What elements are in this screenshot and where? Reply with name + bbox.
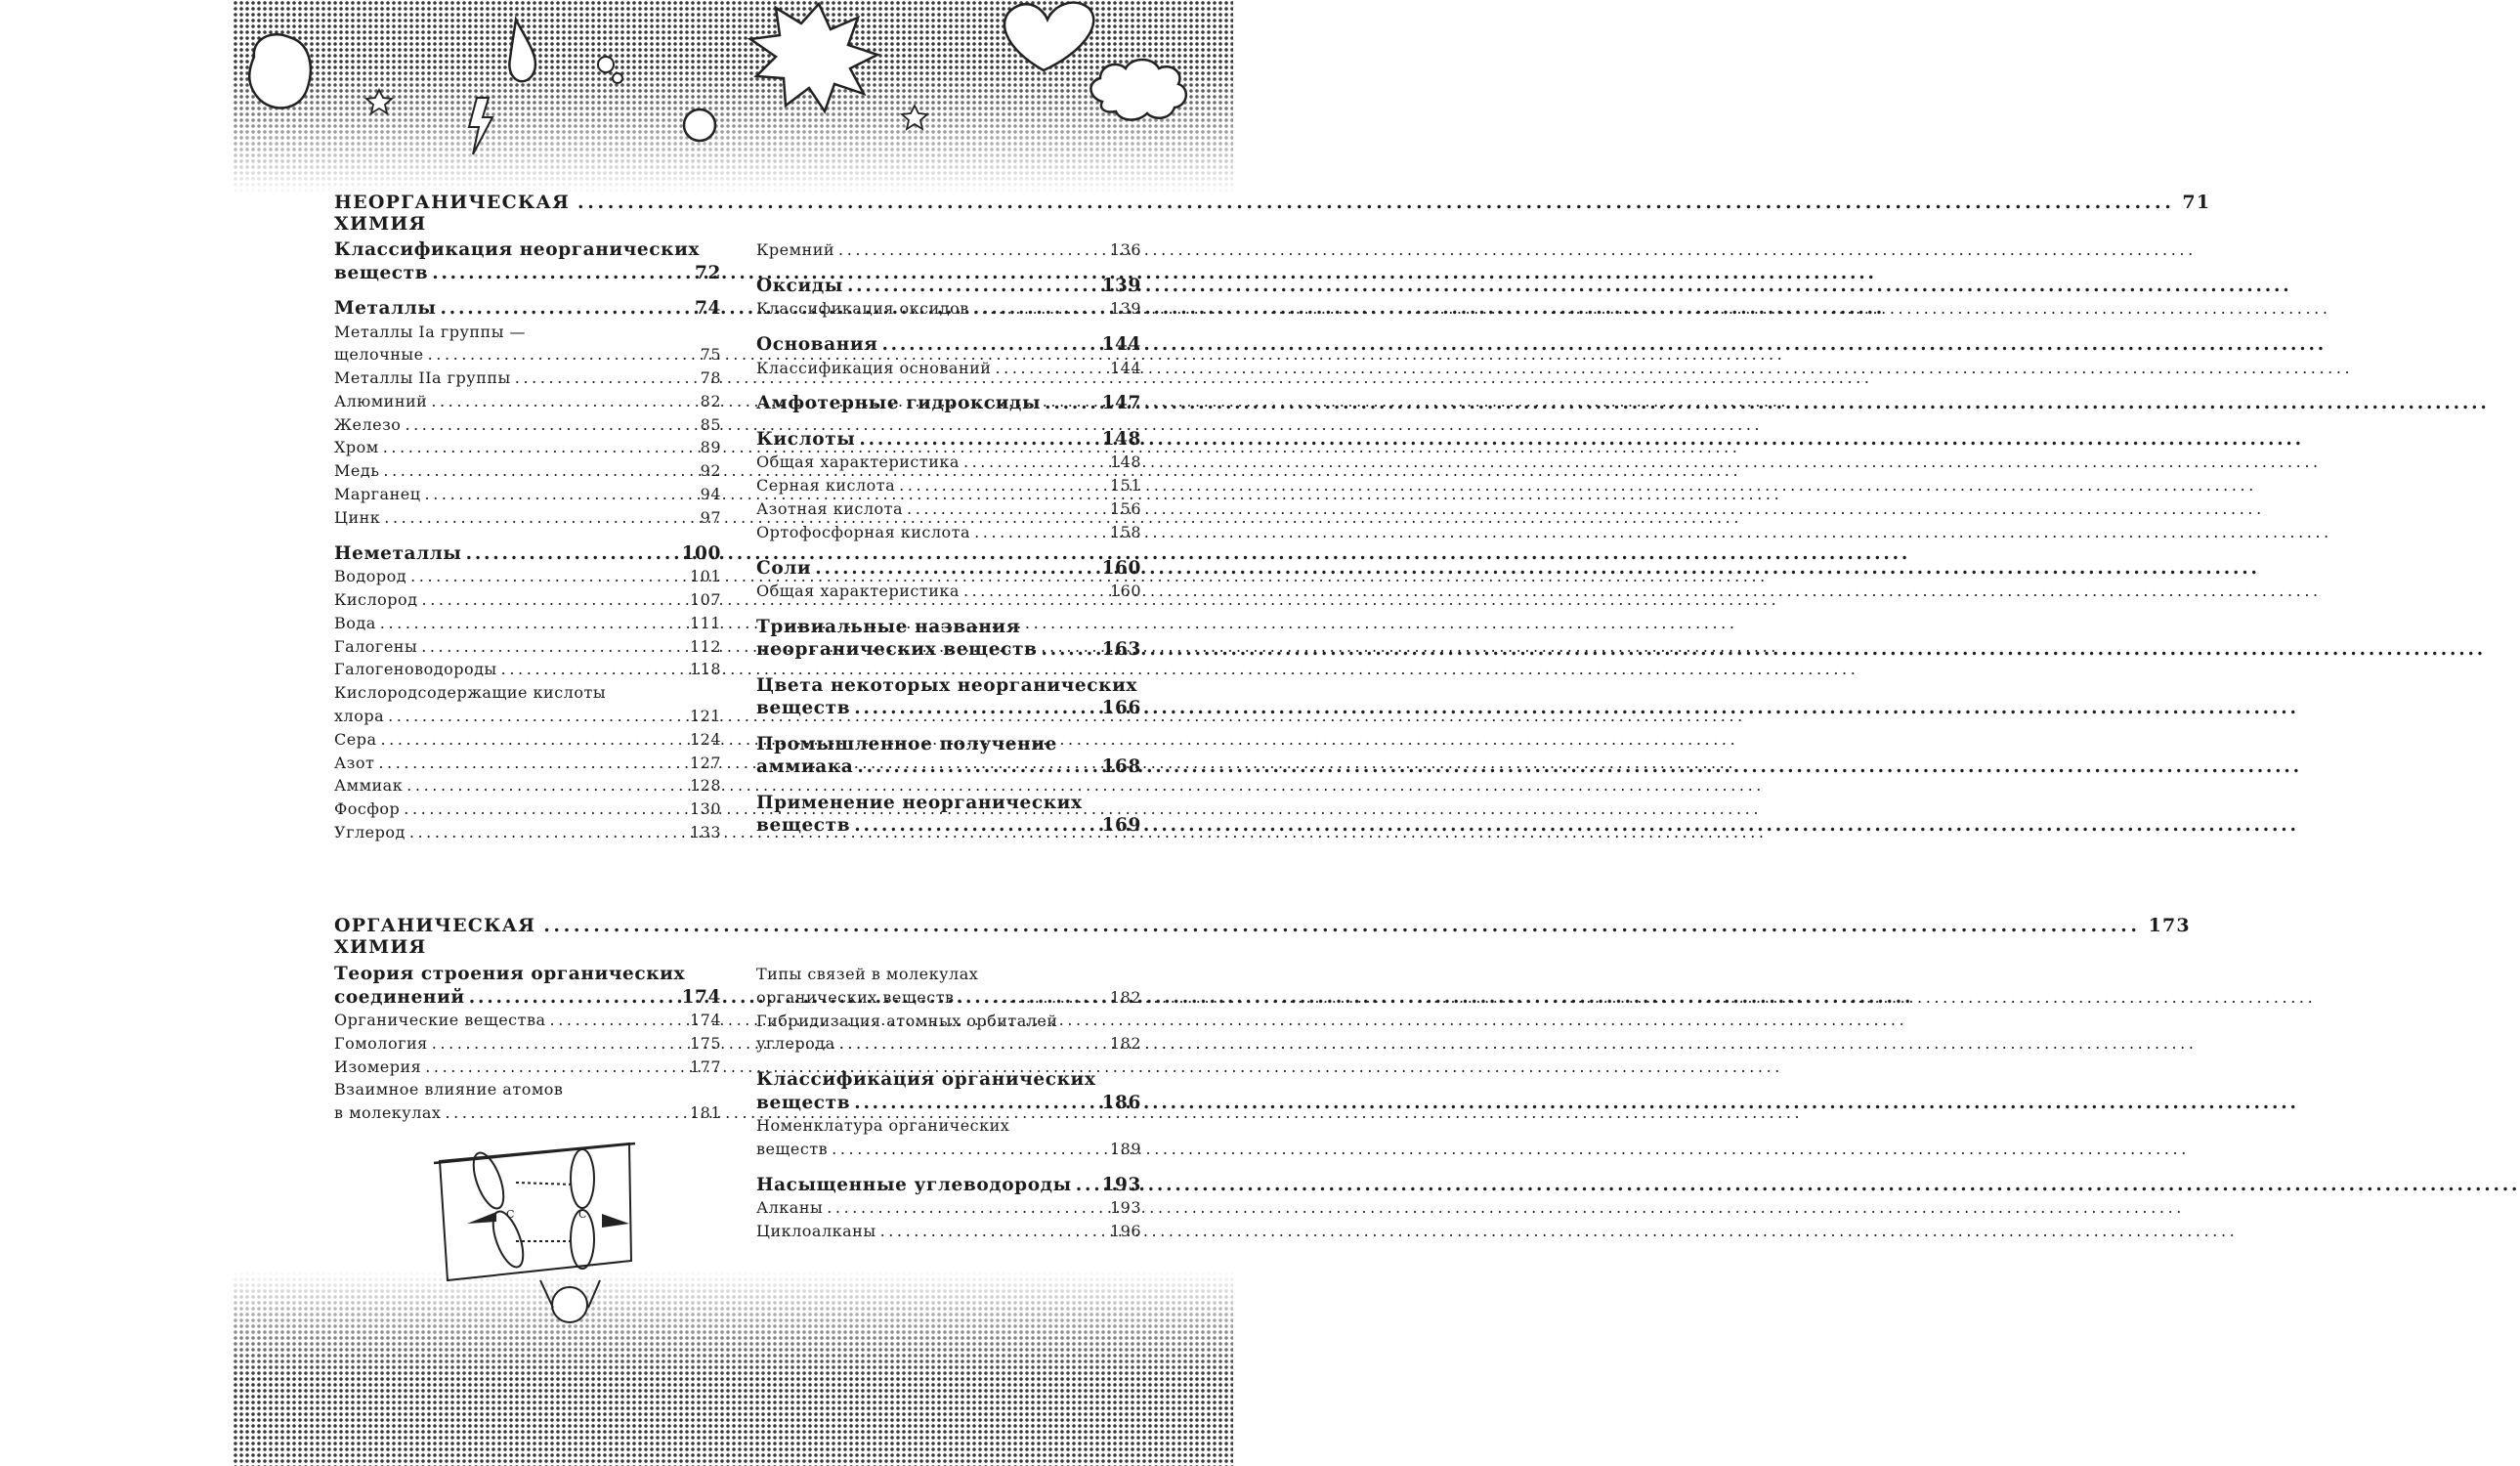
toc-entry-oxygen[interactable]: [334, 588, 721, 612]
toc-entry-label: Вода: [334, 613, 376, 632]
toc-entry-phosphoric-acid[interactable]: [756, 521, 1141, 544]
toc-entry-page: 100: [681, 542, 721, 564]
toc-entry-label: Промышленное получение: [756, 733, 1057, 755]
toc-entry-label: Водород: [334, 567, 407, 586]
toc-entry-page: 148: [1109, 453, 1141, 472]
toc-entry-bases[interactable]: [756, 333, 1141, 357]
toc-entry-label: Азот: [334, 753, 375, 772]
toc-entry-label: веществ: [756, 815, 851, 837]
toc-entry-page: 158: [1109, 522, 1141, 541]
toc-entry-page: 144: [1101, 334, 1141, 356]
toc-entry-page: 189: [1109, 1139, 1141, 1158]
toc-entry-page: 182: [1109, 1034, 1141, 1054]
toc-entry-page: 148: [1101, 428, 1141, 450]
toc-entry-page: 121: [689, 706, 721, 725]
toc-entry-label: Кислород: [334, 589, 418, 609]
toc-entry-page: 92: [700, 461, 721, 481]
toc-entry-page: 127: [689, 753, 721, 772]
toc-entry-bond-types[interactable]: [756, 963, 1141, 1010]
toc-entry-organic-substances[interactable]: [334, 1009, 721, 1032]
section-leader: [574, 192, 2178, 213]
toc-entry-page: 128: [689, 776, 721, 796]
toc-entry-ammonia[interactable]: [334, 774, 721, 798]
toc-entry-carbon[interactable]: [334, 821, 721, 844]
toc-entry-acids-general[interactable]: [756, 451, 1141, 474]
toc-entry-ammonia-industry[interactable]: [756, 733, 1141, 779]
toc-entry-page: 174: [689, 1011, 721, 1029]
toc-entry-label: углерода: [756, 1034, 835, 1054]
toc-entry-label: Органические вещества: [334, 1011, 546, 1029]
toc-entry-label: Галогеноводороды: [334, 660, 497, 679]
toc-entry-label: Оксиды: [756, 275, 843, 296]
toc-entry-metals-2a[interactable]: [334, 366, 721, 390]
toc-entry-page: 151: [1109, 476, 1141, 496]
toc-entry-label: хлора: [334, 706, 385, 725]
toc-entry-page: 75: [700, 345, 721, 365]
toc-entry-label: Металлы: [334, 298, 437, 319]
toc-entry-page: 196: [1109, 1222, 1141, 1241]
toc-entry-nomenclature[interactable]: [756, 1114, 1141, 1161]
toc-entry-label: в молекулах: [334, 1103, 442, 1123]
toc-entry-page: 139: [1109, 299, 1141, 319]
toc-entry-saturated-hydrocarbons[interactable]: [756, 1174, 1141, 1197]
toc-entry-page: 94: [700, 485, 721, 504]
toc-entry-isomerism[interactable]: [334, 1056, 721, 1079]
toc-entry-label: Циклоалканы: [756, 1222, 876, 1241]
atom-label: C: [506, 1208, 515, 1221]
toc-entry-label: Алюминий: [334, 391, 428, 410]
toc-entry-trivial-names[interactable]: [756, 616, 1141, 662]
toc-column-inorganic-left: [334, 238, 721, 844]
toc-entry-label: Применение неорганических: [756, 792, 1083, 813]
toc-entry-phosphorus[interactable]: [334, 798, 721, 821]
toc-column-organic-left: [334, 963, 721, 1125]
toc-entry-page: 74: [695, 298, 721, 319]
toc-entry-theory[interactable]: [334, 963, 721, 1009]
boy-with-poster-illustration: [428, 1134, 643, 1319]
toc-entry-water[interactable]: [334, 612, 721, 635]
toc-entry-page: 144: [1109, 358, 1141, 377]
toc-entry-sulfur[interactable]: [334, 728, 721, 752]
toc-entry-page: 160: [1109, 582, 1141, 601]
toc-entry-label: Кислоты: [756, 428, 856, 450]
toc-entry-page: 163: [1101, 639, 1141, 661]
toc-entry-label: Металлы IIa группы: [334, 368, 511, 388]
blob-icon: [249, 34, 311, 108]
toc-entry-label: Амфотерные гидроксиды: [756, 393, 1042, 414]
toc-entry-label: Металлы Ia группы —: [334, 322, 527, 341]
toc-column-organic-right: [756, 963, 1141, 1243]
section-leader: [539, 915, 2144, 936]
section-page: 173: [2148, 915, 2191, 936]
toc-entry-page: 101: [689, 567, 721, 586]
toc-entry-page: 82: [700, 391, 721, 410]
toc-entry-page: 160: [1101, 557, 1141, 579]
toc-entry-label: Классификация оксидов: [756, 299, 969, 319]
toc-entry-page: 193: [1109, 1198, 1141, 1218]
toc-entry-label: Галогены: [334, 636, 418, 656]
toc-entry-chromium[interactable]: [334, 436, 721, 459]
toc-entry-amphoteric[interactable]: [756, 392, 1141, 415]
toc-entry-metals-1a[interactable]: [334, 321, 721, 367]
toc-entry-alkanes[interactable]: [756, 1196, 1141, 1220]
toc-entry-aluminium[interactable]: [334, 390, 721, 413]
toc-entry-label: Аммиак: [334, 776, 404, 796]
toc-entry-label: веществ: [756, 1139, 829, 1158]
toc-entry-page: 130: [689, 799, 721, 819]
toc-entry-label: Хром: [334, 438, 379, 457]
toc-entry-cycloalkanes[interactable]: [756, 1220, 1141, 1243]
bubble-icon: [613, 73, 622, 83]
toc-entry-homology[interactable]: [334, 1032, 721, 1056]
toc-entry-page: 97: [700, 507, 721, 527]
toc-entry-label: Кремний: [756, 240, 835, 259]
burst-icon: [750, 4, 877, 111]
toc-entry-classification[interactable]: [334, 238, 721, 284]
toc-entry-nitrogen[interactable]: [334, 752, 721, 775]
bubble-icon: [598, 57, 614, 72]
toc-entry-iron[interactable]: [334, 413, 721, 437]
toc-entry-label: Теория строения органических: [334, 964, 686, 984]
section-title-organic: [334, 915, 2191, 958]
toc-entry-label: Основания: [756, 334, 878, 356]
halftone-footer-pattern: [233, 1271, 1233, 1466]
toc-entry-page: 166: [1101, 698, 1141, 719]
toc-entry-page: 118: [689, 660, 721, 679]
toc-entry-label: щелочные: [334, 345, 424, 365]
toc-entry-label: Соли: [756, 557, 812, 579]
toc-entry-zinc[interactable]: [334, 506, 721, 530]
section-title-label: НЕОРГАНИЧЕСКАЯ ХИМИЯ: [334, 192, 571, 235]
toc-entry-page: 168: [1101, 756, 1141, 778]
toc-entry-label: веществ: [756, 1092, 851, 1113]
toc-entry-mutual-influence[interactable]: [334, 1078, 721, 1125]
book-page: [233, 0, 2211, 1466]
toc-entry-page: 181: [689, 1103, 721, 1123]
toc-entry-salts-general[interactable]: [756, 580, 1141, 603]
toc-column-inorganic-right: [756, 238, 1141, 838]
toc-entry-page: 139: [1101, 275, 1141, 296]
toc-entry-label: веществ: [756, 698, 851, 719]
cloud-icon: [1090, 60, 1185, 120]
toc-entry-label: Сера: [334, 729, 377, 749]
toc-entry-label: Углерод: [334, 822, 406, 841]
toc-entry-chlorine-acids[interactable]: [334, 681, 721, 728]
toc-entry-label: Азотная кислота: [756, 498, 904, 518]
toc-entry-label: Медь: [334, 461, 380, 481]
toc-entry-page: 177: [689, 1056, 721, 1076]
toc-entry-sulfuric-acid[interactable]: [756, 474, 1141, 497]
toc-entry-page: 78: [700, 368, 721, 388]
toc-entry-label: Гомология: [334, 1033, 428, 1053]
star-icon: [902, 106, 927, 129]
toc-entry-label: Классификация органических: [756, 1069, 1096, 1091]
toc-entry-page: 72: [695, 262, 721, 283]
toc-entry-oxides-classification[interactable]: [756, 297, 1141, 321]
toc-entry-copper[interactable]: [334, 459, 721, 483]
drop-icon: [509, 20, 535, 81]
toc-entry-page: 182: [1109, 987, 1141, 1007]
toc-entry-label: Типы связей в молекулах: [756, 965, 979, 983]
toc-entry-label: Железо: [334, 414, 402, 434]
toc-entry-label: органических веществ: [756, 987, 955, 1007]
section-title-label: ОРГАНИЧЕСКАЯ ХИМИЯ: [334, 915, 536, 958]
toc-entry-manganese[interactable]: [334, 483, 721, 506]
star-icon: [366, 90, 392, 113]
toc-entry-label: неорганических веществ: [756, 639, 1038, 661]
toc-entry-label: Классификация неорганических: [334, 239, 701, 260]
toc-entry-label: Классификация оснований: [756, 358, 992, 377]
toc-entry-label: аммиака: [756, 756, 854, 778]
toc-entry-label: Цвета некоторых неорганических: [756, 674, 1138, 696]
toc-entry-label: Взаимное влияние атомов: [334, 1080, 564, 1100]
toc-entry-page: 136: [1109, 240, 1141, 259]
toc-entry-page: 156: [1109, 498, 1141, 518]
atom-label: C: [578, 1208, 587, 1221]
toc-entry-hydrogen[interactable]: [334, 565, 721, 588]
toc-entry-bases-classification[interactable]: [756, 357, 1141, 380]
toc-entry-page: 169: [1101, 815, 1141, 837]
heart-icon: [1004, 3, 1093, 70]
doodle-shapes: [233, 0, 1233, 195]
toc-entry-label: Общая характеристика: [756, 582, 960, 601]
toc-entry-label: Общая характеристика: [756, 453, 960, 472]
toc-entry-label: соединений: [334, 986, 465, 1008]
toc-entry-page: 85: [700, 414, 721, 434]
toc-entry-label: Насыщенные углеводороды: [756, 1174, 1072, 1195]
toc-entry-halogens[interactable]: [334, 635, 721, 659]
toc-entry-page: 193: [1101, 1174, 1141, 1195]
section-title-inorganic: [334, 192, 2211, 235]
bubble-icon: [684, 109, 715, 141]
toc-entry-page: 89: [700, 438, 721, 457]
toc-entry-label: Номенклатура органических: [756, 1116, 1010, 1136]
toc-entry-page: 107: [689, 589, 721, 609]
toc-entry-page: 175: [689, 1033, 721, 1053]
toc-entry-colors[interactable]: [756, 674, 1141, 720]
toc-entry-label: Алканы: [756, 1198, 824, 1218]
toc-entry-page: 111: [689, 613, 721, 632]
toc-entry-silicon[interactable]: [756, 238, 1141, 262]
toc-entry-label: Марганец: [334, 485, 421, 504]
toc-entry-page: 124: [689, 729, 721, 749]
toc-entry-page: 133: [689, 822, 721, 841]
toc-entry-metals[interactable]: [334, 297, 721, 321]
toc-entry-label: веществ: [334, 262, 429, 283]
toc-entry-label: Ортофосфорная кислота: [756, 522, 971, 541]
toc-entry-nonmetals[interactable]: [334, 542, 721, 566]
toc-entry-label: Тривиальные названия: [756, 616, 1020, 637]
toc-entry-nitric-acid[interactable]: [756, 497, 1141, 521]
toc-entry-page: 174: [681, 986, 721, 1008]
toc-entry-hydrogen-halides[interactable]: [334, 658, 721, 681]
toc-entry-applications[interactable]: [756, 792, 1141, 838]
toc-entry-hybridization[interactable]: [756, 1010, 1141, 1056]
toc-entry-salts[interactable]: [756, 557, 1141, 581]
toc-entry-label: Изомерия: [334, 1056, 422, 1076]
toc-entry-page: 112: [689, 636, 721, 656]
toc-entry-label: Кислородсодержащие кислоты: [334, 683, 607, 703]
toc-entry-label: Цинк: [334, 507, 381, 527]
toc-entry-label: Серная кислота: [756, 476, 896, 496]
lightning-icon: [469, 98, 492, 154]
toc-entry-label: Фосфор: [334, 799, 401, 819]
section-page: 71: [2182, 192, 2211, 213]
toc-entry-organic-classification[interactable]: [756, 1068, 1141, 1114]
toc-entry-oxides[interactable]: [756, 275, 1141, 298]
toc-entry-page: 147: [1101, 393, 1141, 414]
toc-entry-page: 186: [1101, 1092, 1141, 1113]
toc-entry-label: Гибридизация атомных орбиталей: [756, 1011, 1058, 1030]
toc-entry-acids[interactable]: [756, 428, 1141, 452]
toc-entry-label: Неметаллы: [334, 542, 462, 564]
